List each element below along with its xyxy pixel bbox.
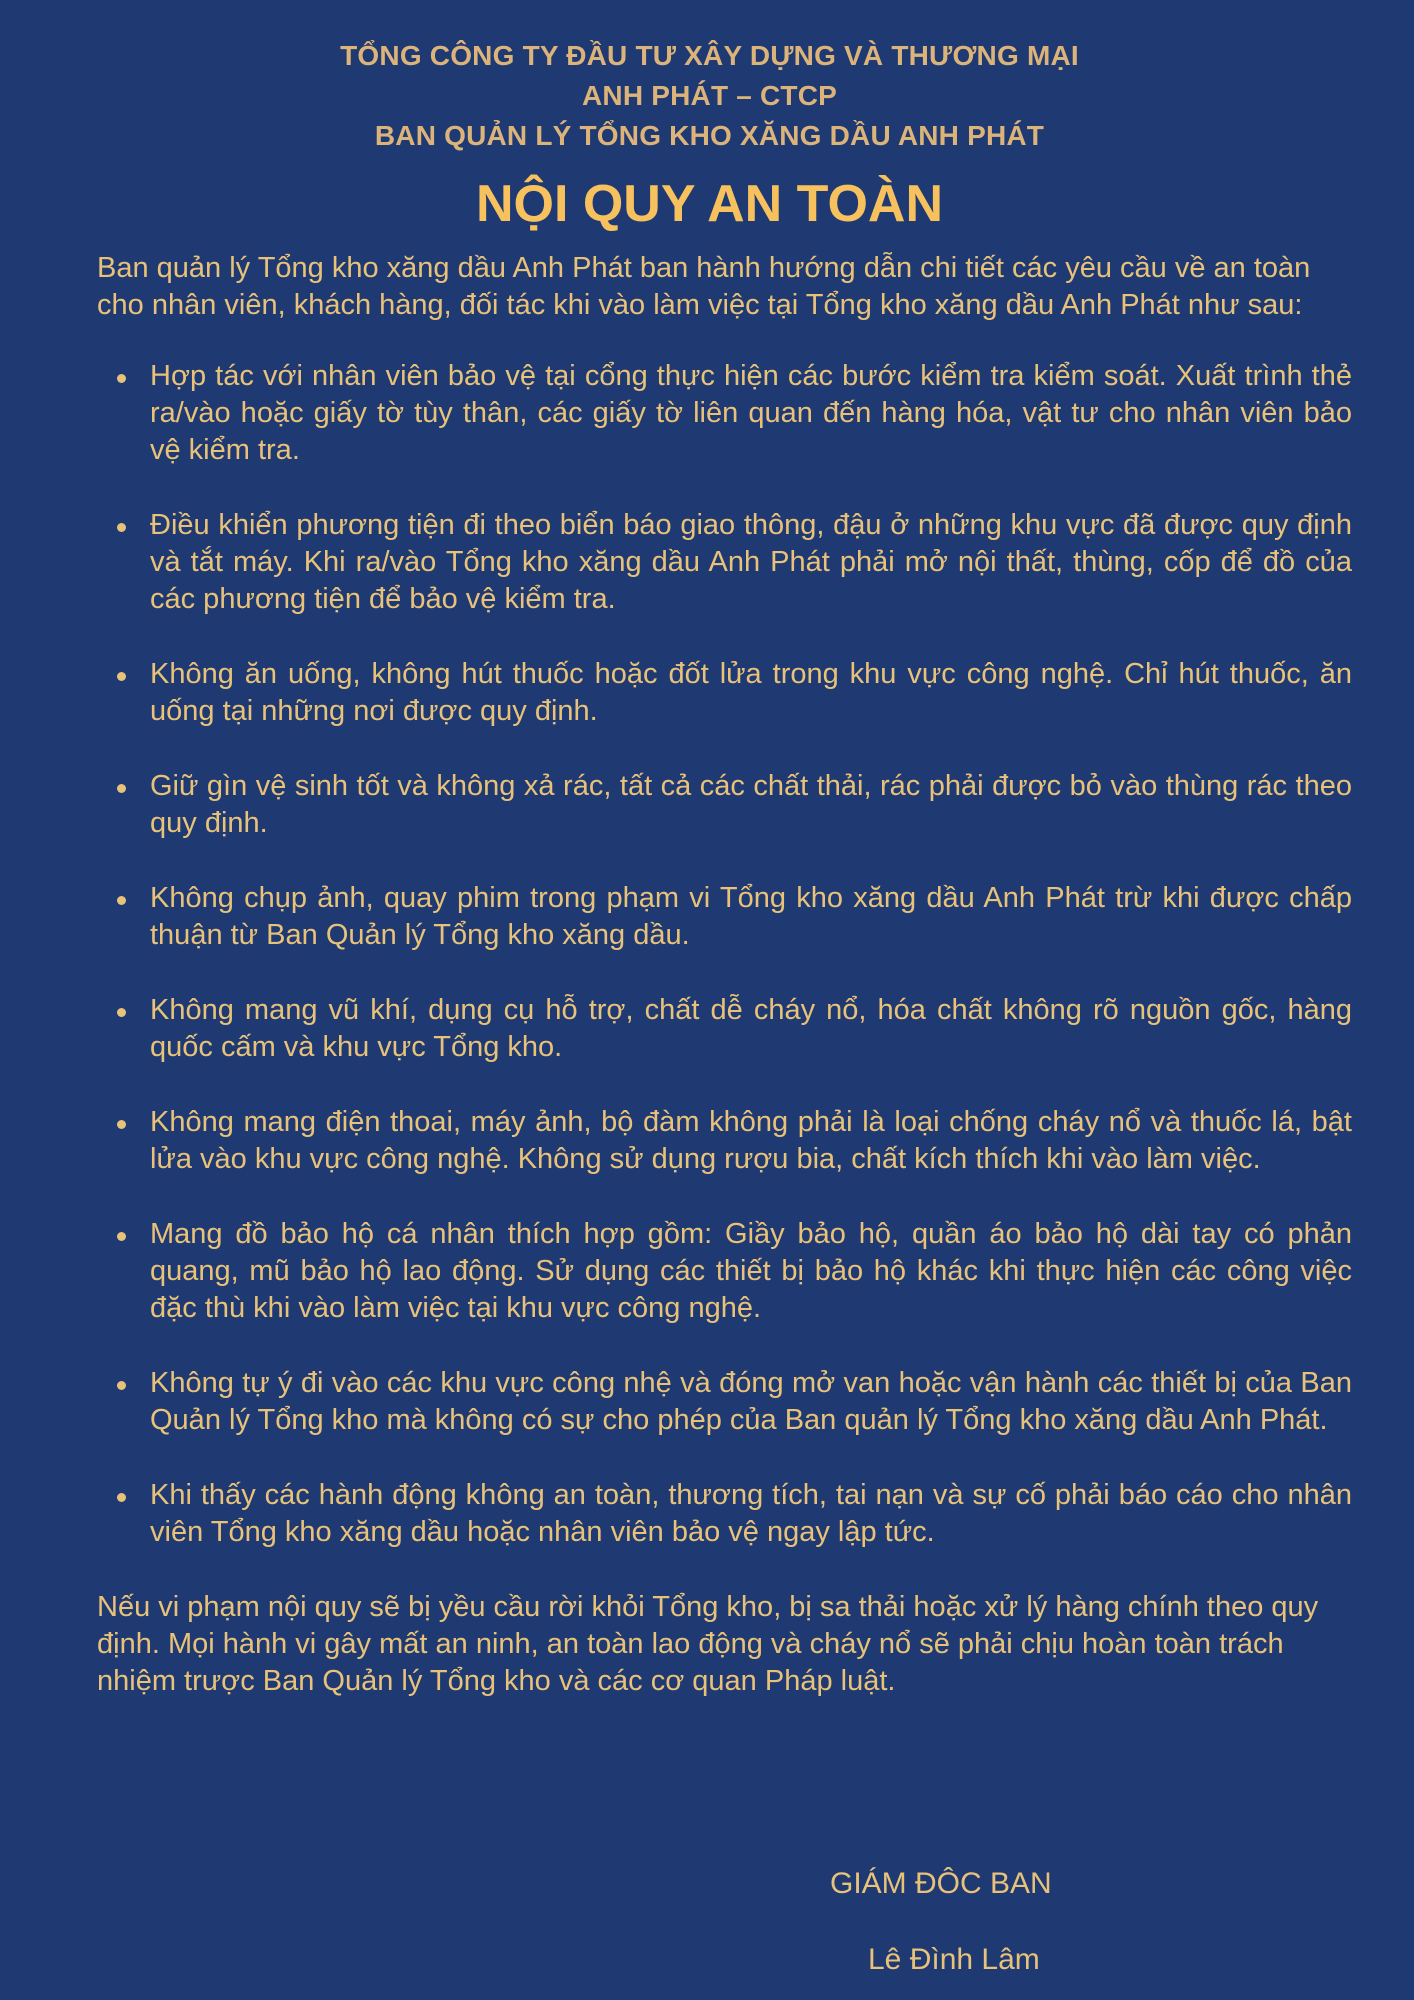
- rule-item: [97, 358, 1352, 469]
- bullet-icon: [117, 1381, 126, 1390]
- signatory-title: GIÁM ĐÔC BAN: [830, 1867, 1052, 1900]
- rule-item: [97, 507, 1352, 618]
- document-title: NỘI QUY AN TOÀN: [475, 175, 944, 233]
- rule-item: [97, 1216, 1352, 1327]
- closing-paragraph: Nếu vi phạm nội quy sẽ bị yều cầu rời khỏi Tổng kho, bị sa thải hoặc xử lý hàng chính theo quy định. Mọi hành vi gây mất an ninh, an toàn lao động và cháy nổ sẽ phải chịu hoàn toàn trách nhiệm trược Ban Quản lý Tổng kho và các cơ quan Pháp luật.: [97, 1591, 1319, 1697]
- rules-list: [97, 358, 1352, 1551]
- bullet-icon: [117, 784, 126, 793]
- rule-text: Không chụp ảnh, quay phim trong phạm vi Tổng kho xăng dầu Anh Phát trừ khi được chấp thuận từ Ban Quản lý Tổng kho xăng dầu.: [150, 882, 1352, 951]
- document-header: [67, 0, 1352, 156]
- department-name: BAN QUẢN LÝ TỔNG KHO XĂNG DẦU ANH PHÁT: [374, 120, 1045, 151]
- rule-item: [97, 1477, 1352, 1551]
- rule-text: Khi thấy các hành động không an toàn, thương tích, tai nạn và sự cố phải báo cáo cho nhân viên Tổng kho xăng dầu hoặc nhân viên bảo vệ ngay lập tức.: [150, 1479, 1352, 1548]
- intro-paragraph: Ban quản lý Tổng kho xăng dầu Anh Phát ban hành hướng dẫn chi tiết các yêu cầu về an toàn cho nhân viên, khách hàng, đối tác khi vào làm việc tại Tổng kho xăng dầu Anh Phát như sau:: [97, 252, 1311, 321]
- signatory-name: Lê Đình Lâm: [868, 1943, 1040, 1976]
- rule-item: [97, 656, 1352, 730]
- bullet-icon: [117, 1232, 126, 1241]
- rule-item: [97, 992, 1352, 1066]
- rule-text: Không ăn uống, không hút thuốc hoặc đốt lửa trong khu vực công nghệ. Chỉ hút thuốc, ăn uống tại những nơi được quy định.: [150, 658, 1352, 727]
- bullet-icon: [117, 672, 126, 681]
- rule-text: Không mang vũ khí, dụng cụ hỗ trợ, chất dễ cháy nổ, hóa chất không rõ nguồn gốc, hàng quốc cấm và khu vực Tổng kho.: [150, 994, 1352, 1063]
- bullet-icon: [117, 374, 126, 383]
- rule-item: [97, 768, 1352, 842]
- bullet-icon: [117, 523, 126, 532]
- rule-text: Mang đồ bảo hộ cá nhân thích hợp gồm: Giầy bảo hộ, quần áo bảo hộ dài tay có phản quang, mũ bảo hộ lao động. Sử dụng các thiết bị bảo hộ khác khi thực hiện các công việc đặc thù khi vào làm việc tại khu vực công nghệ.: [150, 1218, 1352, 1324]
- bullet-icon: [117, 1493, 126, 1502]
- rule-text: Không tự ý đi vào các khu vực công nhệ và đóng mở van hoặc vận hành các thiết bị của Ban Quản lý Tổng kho mà không có sự cho phép của Ban quản lý Tổng kho xăng dầu Anh Phát.: [150, 1367, 1352, 1436]
- rule-text: Điều khiển phương tiện đi theo biển báo giao thông, đậu ở những khu vực đã được quy định và tắt máy. Khi ra/vào Tổng kho xăng dầu Anh Phát phải mở nội thất, thùng, cốp để đồ của các phương tiện để bảo vệ kiểm tra.: [150, 509, 1352, 615]
- rule-item: [97, 1365, 1352, 1439]
- rule-item: [97, 880, 1352, 954]
- bullet-icon: [117, 896, 126, 905]
- company-name-line-1: TỔNG CÔNG TY ĐẦU TƯ XÂY DỰNG VÀ THƯƠNG MẠI: [340, 40, 1079, 71]
- rule-text: Không mang điện thoai, máy ảnh, bộ đàm không phải là loại chống cháy nổ và thuốc lá, bật lửa vào khu vực công nghệ. Không sử dụng rượu bia, chất kích thích khi vào làm việc.: [150, 1106, 1352, 1175]
- company-name-line-2: ANH PHÁT – CTCP: [581, 80, 837, 111]
- bullet-icon: [117, 1008, 126, 1017]
- rule-text: Hợp tác với nhân viên bảo vệ tại cổng thực hiện các bước kiểm tra kiểm soát. Xuất trình thẻ ra/vào hoặc giấy tờ tùy thân, các giấy tờ liên quan đến hàng hóa, vật tư cho nhân viên bảo vệ kiểm tra.: [150, 360, 1352, 466]
- rule-item: [97, 1104, 1352, 1178]
- rule-text: Giữ gìn vệ sinh tốt và không xả rác, tất cả các chất thải, rác phải được bỏ vào thùng rác theo quy định.: [150, 770, 1352, 839]
- bullet-icon: [117, 1120, 126, 1129]
